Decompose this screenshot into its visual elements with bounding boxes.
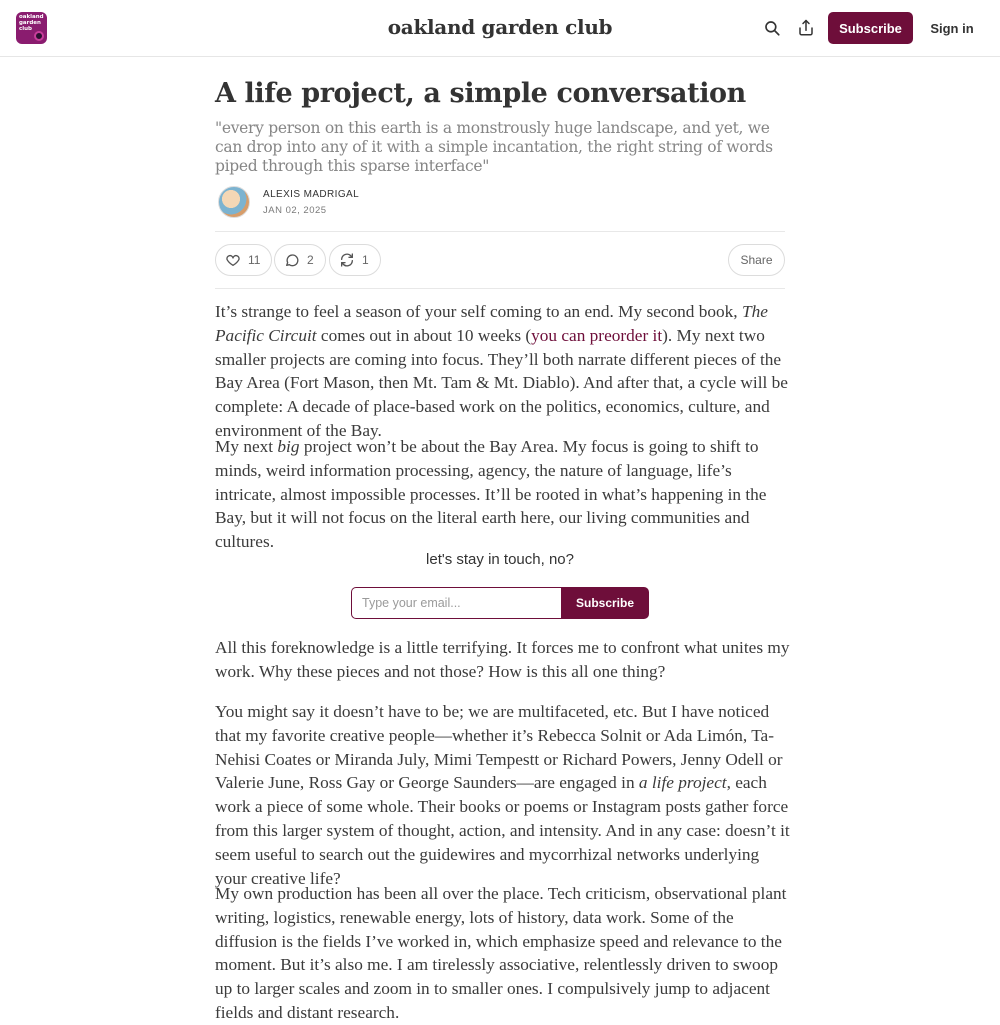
subscribe-email-button[interactable]: Subscribe [561,587,649,619]
heart-icon [225,252,241,268]
preorder-link[interactable]: you can preorder it [531,325,663,345]
divider [215,288,785,289]
restack-button[interactable] [329,244,381,276]
logo-text: oakland garden club [19,14,44,32]
restack-count: 1 [362,253,369,267]
cta-label: let's stay in touch, no? [426,551,574,568]
email-input[interactable] [351,587,563,619]
search-icon[interactable] [760,16,784,40]
paragraph-5: My own production has been all over the place. Tech criticism, observational plant writing, logistics, renewable energy, lots of history, data work. Some of the diffusion is the fields I’ve worked in, which emphasize speed and relevance to the moment. But it’s also me. I am tirelessly associative, relentlessly driven to swoop up to larger scales and zoom in to smaller ones. I compulsively jump to adjacent fields and distant research. [215,884,787,1022]
book-title: The Pacific Circuit [215,302,768,345]
author-name[interactable]: ALEXIS MADRIGAL [263,189,360,200]
paragraph-1: It’s strange to feel a season of your self coming to an end. My second book, The Pacific Circuit comes out in about 10 weeks (you can preorder it). My next two smaller projects are coming into focus. They’ll both narrate different pieces of the Bay Area (Fort Mason, then Mt. Tam & Mt. Diablo). And after that, a cycle will be complete: A decade of place-based work on the politics, economics, culture, and environment of the Bay. [215,302,788,440]
subscribe-button[interactable]: Subscribe [828,12,913,44]
like-count: 11 [248,253,261,267]
author-avatar[interactable] [218,186,250,218]
post-date: JAN 02, 2025 [263,205,327,216]
paragraph-3: All this foreknowledge is a little terrifying. It forces me to confront what unites my work. Why these pieces and not those? How is this all one thing? [215,638,790,681]
share-icon[interactable] [794,16,818,40]
divider [215,231,785,232]
paragraph-2: My next big project won’t be about the Bay Area. My focus is going to shift to minds, weird information processing, agency, the nature of language, life’s intricate, almost impossible processes. It’ll be rooted in what’s happening in the Bay, but it will not focus on the literal earth here, our living communities and cultures. [215,437,767,552]
share-button[interactable]: Share [728,244,785,276]
comment-button[interactable] [274,244,326,276]
like-button[interactable] [215,244,272,276]
site-title[interactable]: oakland garden club [387,15,613,39]
post-subtitle: "every person on this earth is a monstrously huge landscape, and yet, we can drop into any of it with a simple incantation, the right string of words piped through this sparse interface" [215,119,773,175]
post-title: A life project, a simple conversation [215,78,746,109]
comment-count: 2 [307,253,314,267]
comment-icon [284,252,300,268]
top-nav [0,0,1000,57]
sign-in-button[interactable]: Sign in [926,12,978,44]
paragraph-4: You might say it doesn’t have to be; we are multifaceted, etc. But I have noticed that my favorite creative people—whether it’s Rebecca Solnit or Ada Limón, Ta-Nehisi Coates or Miranda July, Mimi Tempestt or Richard Powers, Jenny Odell or Valerie June, Ross Gay or George Saunders—are engaged in a life project, each work a piece of some whole. Their books or poems or Instagram posts gather force from this larger system of thought, action, and intensity. And in any case: doesn’t it seem useful to search out the guidewires and mycorrhizal networks underlying your creative life? [215,702,790,888]
restack-icon [339,252,355,268]
